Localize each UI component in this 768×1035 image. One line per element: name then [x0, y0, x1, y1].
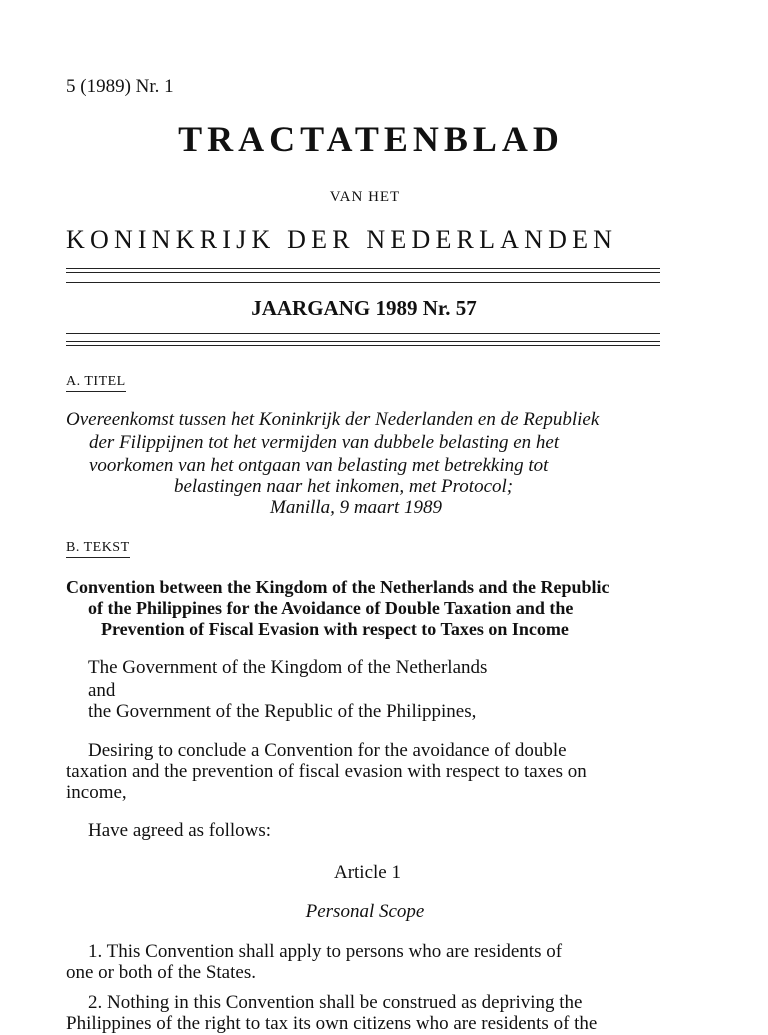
paragraph-line: 2. Nothing in this Convention shall be construed as depriving the — [88, 992, 583, 1013]
desiring-line: Desiring to conclude a Convention for the avoidance of double — [88, 740, 567, 761]
section-a-label: A. TITEL — [66, 374, 126, 392]
publication-subtitle: VAN HET — [329, 189, 401, 205]
divider-rule — [66, 345, 660, 346]
divider-rule — [66, 333, 660, 334]
titel-line: voorkomen van het ontgaan van belasting met betrekking tot — [89, 455, 549, 476]
titel-line: Overeenkomst tussen het Koninkrijk der Nederlanden en de Republiek — [66, 409, 600, 430]
publication-title: TRACTATENBLAD — [178, 119, 564, 159]
party-line: and — [88, 680, 116, 701]
kingdom-heading: KONINKRIJK DER NEDERLANDEN — [66, 225, 618, 254]
paragraph-line: Philippines of the right to tax its own citizens who are residents of the — [66, 1013, 598, 1034]
titel-line: belastingen naar het inkomen, met Protocol; — [174, 476, 514, 497]
agreed-line: Have agreed as follows: — [88, 820, 272, 841]
section-b-label: B. TEKST — [66, 540, 130, 558]
convention-heading-line: of the Philippines for the Avoidance of Double Taxation and the — [88, 598, 574, 618]
divider-rule — [66, 282, 660, 283]
party-line: the Government of the Republic of the Philippines, — [88, 701, 477, 722]
article-title: Personal Scope — [305, 901, 425, 922]
article-number: Article 1 — [333, 862, 401, 883]
paragraph-line: one or both of the States. — [66, 962, 256, 983]
volume-heading: JAARGANG 1989 Nr. 57 — [251, 296, 477, 320]
titel-line: Manilla, 9 maart 1989 — [270, 497, 443, 518]
desiring-line: taxation and the prevention of fiscal evasion with respect to taxes on — [66, 761, 587, 782]
titel-line: der Filippijnen tot het vermijden van dubbele belasting en het — [89, 432, 560, 453]
paragraph-line: 1. This Convention shall apply to persons who are residents of — [88, 941, 563, 962]
divider-rule — [66, 341, 660, 342]
desiring-line: income, — [66, 782, 127, 803]
convention-heading-line: Convention between the Kingdom of the Netherlands and the Republic — [66, 577, 610, 597]
document-reference: 5 (1989) Nr. 1 — [66, 76, 174, 97]
divider-rule — [66, 272, 660, 273]
party-line: The Government of the Kingdom of the Netherlands — [88, 657, 488, 678]
convention-heading-line: Prevention of Fiscal Evasion with respect to Taxes on Income — [101, 619, 569, 639]
divider-rule — [66, 268, 660, 269]
